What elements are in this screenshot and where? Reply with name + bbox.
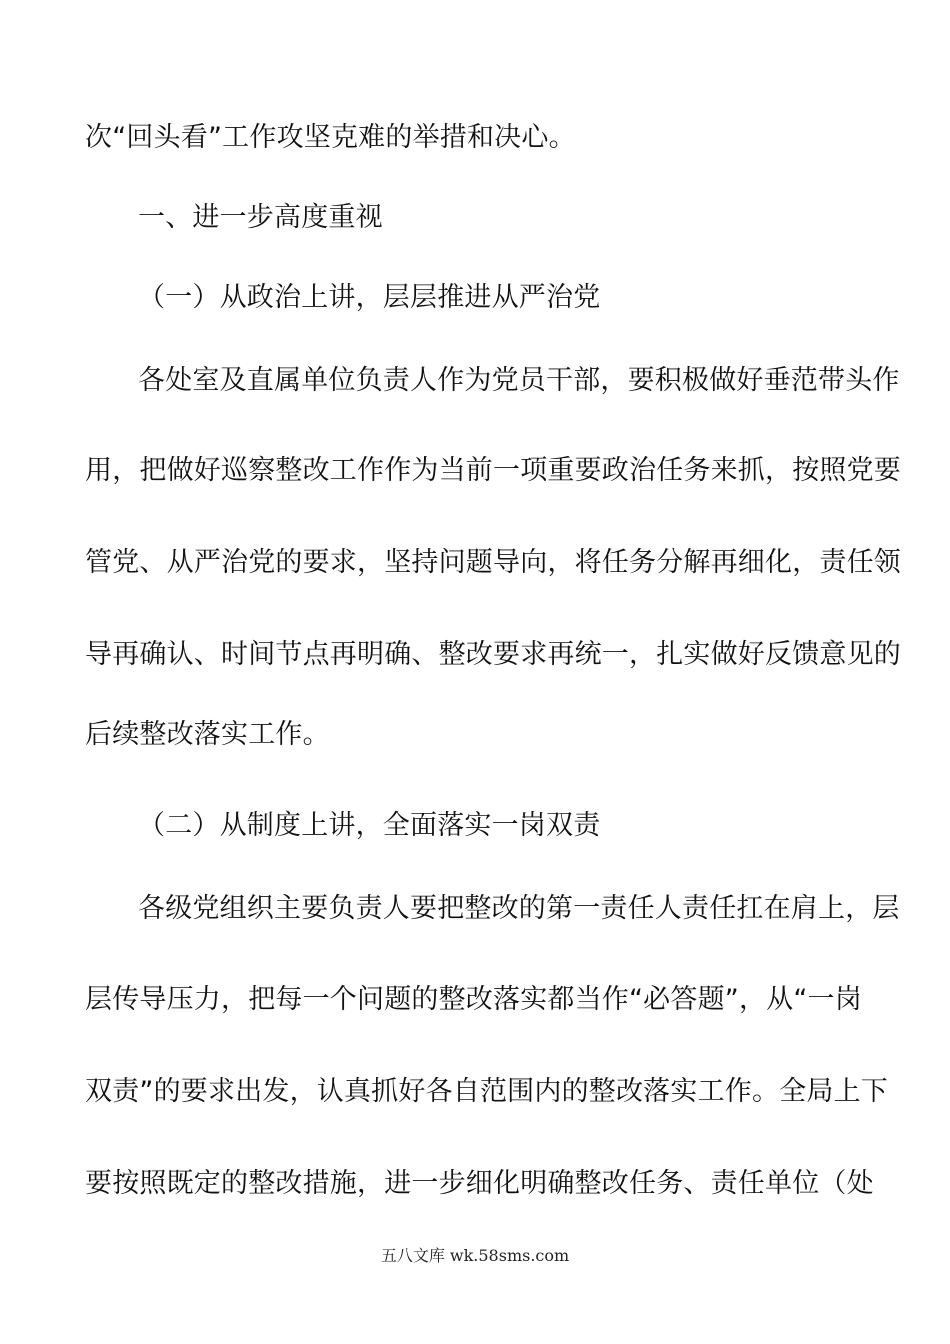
subsection-heading: （二）从制度上讲，全面落实一岗双责 [138, 810, 601, 841]
subsection-heading: （一）从政治上讲，层层推进从严治党 [138, 282, 601, 313]
text-line: 导再确认、时间节点再明确、整改要求再统一，扎实做好反馈意见的 [85, 639, 901, 670]
text-line: 双责”的要求出发，认真抓好各自范围内的整改落实工作。全局上下 [85, 1076, 888, 1107]
footer-watermark: 五八文库 wk.58sms.com [380, 1246, 570, 1265]
text-line: 各级党组织主要负责人要把整改的第一责任人责任扛在肩上，层 [138, 893, 900, 924]
text-line: 用，把做好巡察整改工作作为当前一项重要政治任务来抓，按照党要 [85, 455, 901, 486]
text-line: 后续整改落实工作。 [85, 719, 330, 750]
section-heading: 一、进一步高度重视 [138, 202, 383, 233]
text-line: 层传导压力，把每一个问题的整改落实都当作“必答题”，从“一岗 [85, 984, 862, 1015]
text-line: 要按照既定的整改措施，进一步细化明确整改任务、责任单位（处 [85, 1168, 874, 1199]
text-line: 次“回头看”工作攻坚克难的举措和决心。 [85, 122, 576, 153]
text-line: 各处室及直属单位负责人作为党员干部，要积极做好垂范带头作 [138, 365, 900, 396]
text-line: 管党、从严治党的要求，坚持问题导向，将任务分解再细化，责任领 [85, 547, 901, 578]
